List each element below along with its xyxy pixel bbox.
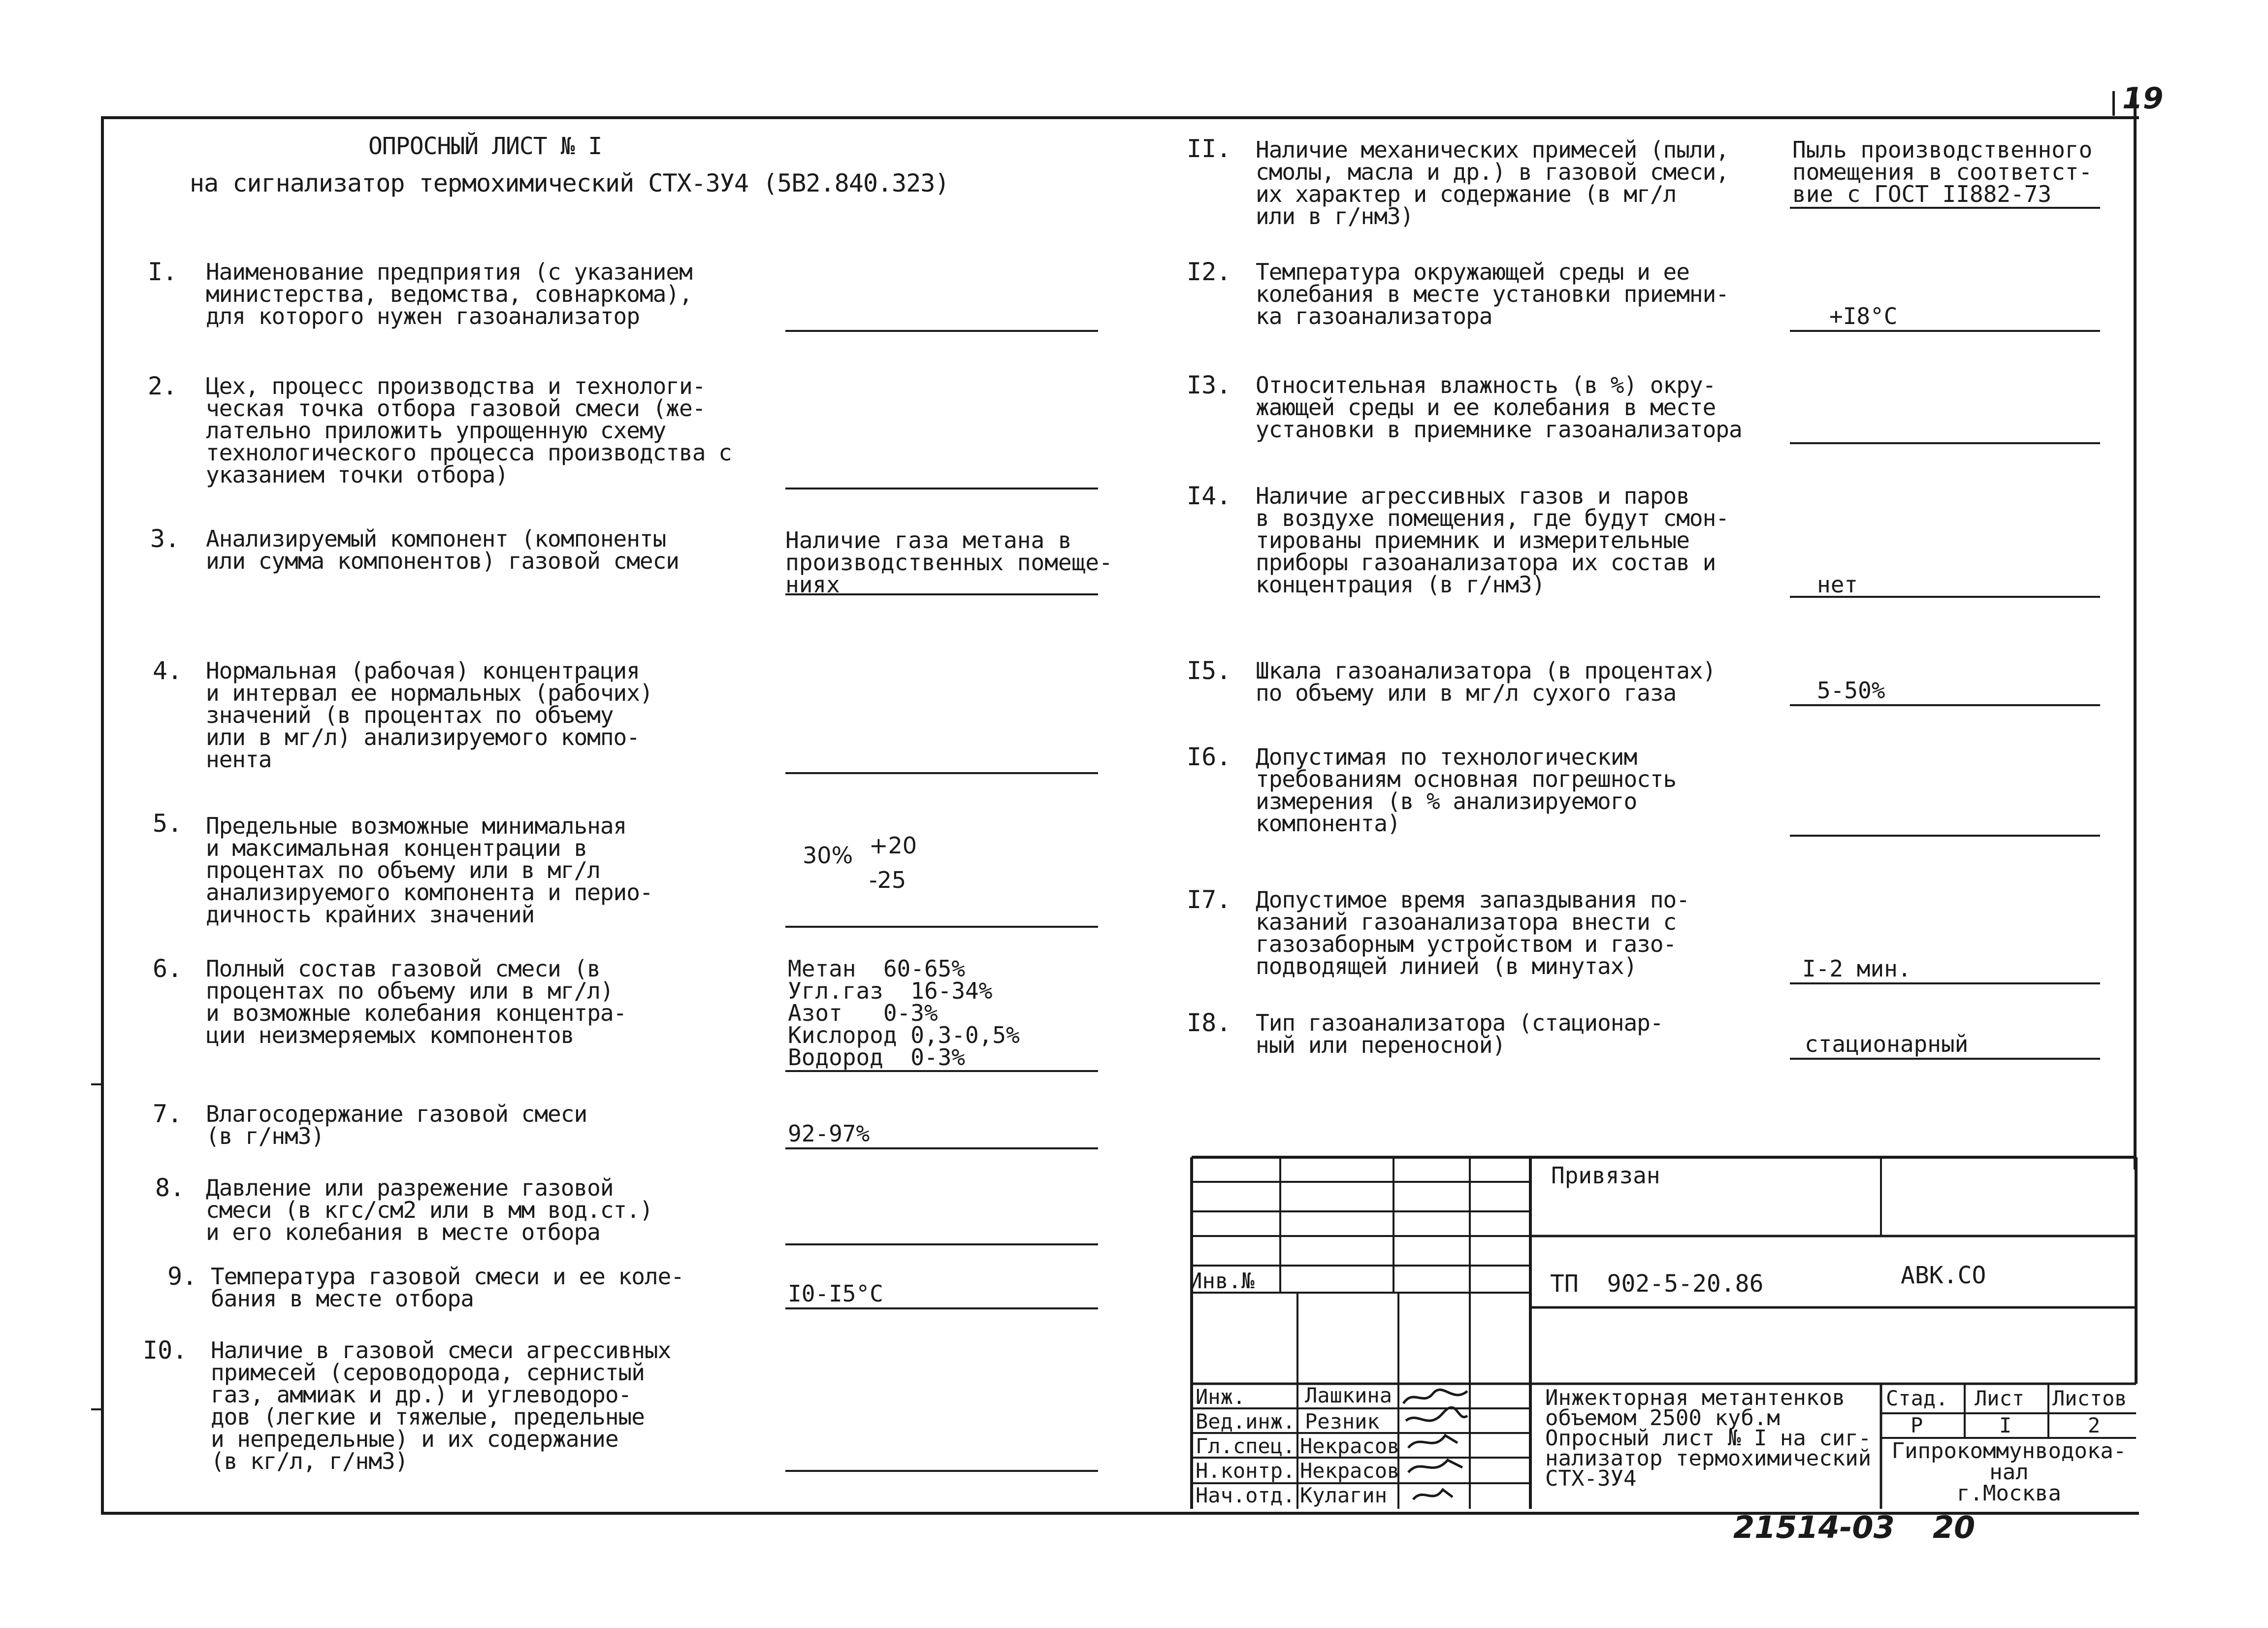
item-number: 9.: [167, 1262, 197, 1291]
inventory-number-label: Инв.№: [1189, 1269, 1255, 1294]
item-answer: 92-97%: [788, 1120, 870, 1147]
item-number: II.: [1187, 134, 1231, 163]
privyazan-label: Привязан: [1551, 1162, 1660, 1189]
item-text: Тип газоанализатора (стационар- ный или переносной): [1256, 1009, 1663, 1058]
document-mark: АВК.СО: [1901, 1262, 1986, 1289]
item-answer: Наличие газа метана в производственных помеще- ниях: [785, 527, 1113, 598]
item-number: I5.: [1187, 656, 1231, 685]
item-answer: I-2 мин.: [1802, 955, 1912, 982]
document-code: ТП 902-5-20.86: [1550, 1270, 1764, 1298]
item-number: 4.: [153, 656, 183, 685]
item-answer-value: 30%: [803, 842, 853, 869]
item-text: Наименование предприятия (с указанием министерства, ведомства, совнаркома), для которого нужен газоанализатор: [206, 259, 692, 329]
page-number-handwritten: 19: [2122, 81, 2164, 116]
form-title: ОПРОСНЫЙ ЛИСТ № I: [368, 132, 602, 160]
item-text: Наличие агрессивных газов и паров в воздухе помещения, где будут смон- тированы приемник и измерительные приборы газоанализатора их состав и концентрация (в г/нм3): [1256, 483, 1729, 598]
item-number: 6.: [153, 954, 183, 983]
item-text: Цех, процесс производства и технологи- ческая точка отбора газовой смеси (же- лательно приложить упрощенную схему технологического процесса производства с указанием точки отбора): [206, 373, 732, 488]
item-number: I3.: [1187, 371, 1231, 399]
item-text: Анализируемый компонент (компоненты или сумма компонентов) газовой смеси: [206, 525, 679, 574]
item-answer: Метан 60-65% Угл.газ 16-34% Азот 0-3% Кислород 0,3-0,5% Водород 0-3%: [788, 955, 1020, 1071]
item-number: 8.: [155, 1173, 185, 1202]
item-text: Температура окружающей среды и ее колебания в месте установки приемни- ка газоанализатора: [1256, 259, 1729, 329]
item-text: Влагосодержание газовой смеси (в г/нм3): [206, 1101, 587, 1149]
stage-value: Р: [1911, 1413, 1923, 1437]
staff-name: Лашкина: [1305, 1383, 1393, 1407]
item-answer-minus: -25: [869, 867, 907, 893]
item-text: Нормальная (рабочая) концентрация и интервал ее нормальных (рабочих) значений (в процентах по объему или в мг/л) анализируемого компо- нента: [206, 657, 653, 773]
item-text: Предельные возможные минимальная и максимальная концентрации в процентах по объему или в мг/л анализируемого компонента и перио- дичность крайних значений: [206, 813, 653, 928]
staff-role: Гл.спец.: [1196, 1434, 1296, 1458]
item-number: I6.: [1187, 743, 1231, 771]
item-answer: нет: [1817, 571, 1858, 598]
item-number: 3.: [150, 524, 180, 553]
item-text: Полный состав газовой смеси (в процентах по объему или в мг/л) и возможные колебания концентра- ции неизмеряемых компонентов: [206, 955, 627, 1048]
staff-role: Вед.инж.: [1196, 1409, 1296, 1433]
handwritten-code: 21514-03: [1733, 1509, 1895, 1545]
staff-name: Кулагин: [1300, 1483, 1388, 1507]
sheets-label: Листов: [2052, 1386, 2127, 1410]
stage-label: Стад.: [1886, 1386, 1948, 1410]
staff-name: Некрасов: [1300, 1434, 1400, 1458]
form-subtitle: на сигнализатор термохимический СТХ-3У4 (5В2.840.323): [190, 169, 949, 197]
item-number: I4.: [1187, 482, 1231, 510]
item-text: Наличие в газовой смеси агрессивных примесей (сероводорода, сернистый газ, аммиак и др.) и углеводоро- дов (легкие и тяжелые, предельные и непредельные) и их содержание (в кг/л, г/нм3): [211, 1337, 671, 1474]
drawing-description: Инжекторная метантенков объемом 2500 куб.м Опросный лист № I на сиг- нализатор термохимический СТХ-3У4: [1545, 1385, 1872, 1491]
item-text: Допустимая по технологическим требованиям основная погрешность измерения (в % анализируемого компонента): [1256, 744, 1677, 837]
sheet-value: I: [1999, 1413, 2012, 1437]
item-answer: 5-50%: [1817, 677, 1885, 704]
item-answer-plus: +20: [869, 832, 917, 859]
item-number: I8.: [1187, 1009, 1231, 1037]
item-answer: стационарный: [1805, 1031, 1969, 1057]
item-text: Температура газовой смеси и ее коле- бания в месте отбора: [211, 1263, 684, 1312]
item-text: Шкала газоанализатора (в процентах) по объему или в мг/л сухого газа: [1256, 657, 1716, 706]
staff-role: Нач.отд.: [1196, 1483, 1296, 1507]
item-number: I2.: [1187, 258, 1231, 286]
item-text: Наличие механических примесей (пыли, смолы, масла и др.) в газовой смеси, их характер и содержание (в мг/л или в г/нм3): [1256, 136, 1729, 229]
item-answer: +I8°C: [1829, 303, 1898, 329]
signatures: [1398, 1384, 1472, 1509]
sheet-label: Лист: [1975, 1386, 2025, 1410]
item-number: 5.: [153, 809, 183, 838]
item-answer: I0-I5°C: [788, 1280, 883, 1307]
organization: Гипрокоммунводока- нал г.Москва: [1891, 1438, 2127, 1506]
item-number: I0.: [143, 1336, 188, 1365]
item-text: Относительная влажность (в %) окру- жающей среды и ее колебания в месте установки в приемнике газоанализатора: [1256, 372, 1742, 443]
handwritten-page: 20: [1933, 1509, 1976, 1545]
staff-role: Инж.: [1196, 1385, 1246, 1409]
item-number: 2.: [148, 372, 178, 400]
sheets-value: 2: [2088, 1413, 2101, 1437]
staff-name: Некрасов: [1300, 1459, 1400, 1483]
item-text: Давление или разрежение газовой смеси (в кгс/см2 или в мм вод.ст.) и его колебания в месте отбора: [206, 1174, 653, 1245]
staff-name: Резник: [1305, 1409, 1380, 1433]
item-answer: Пыль производственного помещения в соответст- вие с ГОСТ II882-73: [1792, 136, 2093, 207]
item-text: Допустимое время запаздывания по- казаний газоанализатора внести с газозаборным устройством и газо- подводящей линией (в минутах): [1256, 886, 1689, 979]
staff-role: Н.контр.: [1196, 1459, 1296, 1483]
item-number: 7.: [153, 1100, 183, 1128]
item-number: I7.: [1187, 885, 1231, 914]
item-number: I.: [148, 258, 178, 286]
